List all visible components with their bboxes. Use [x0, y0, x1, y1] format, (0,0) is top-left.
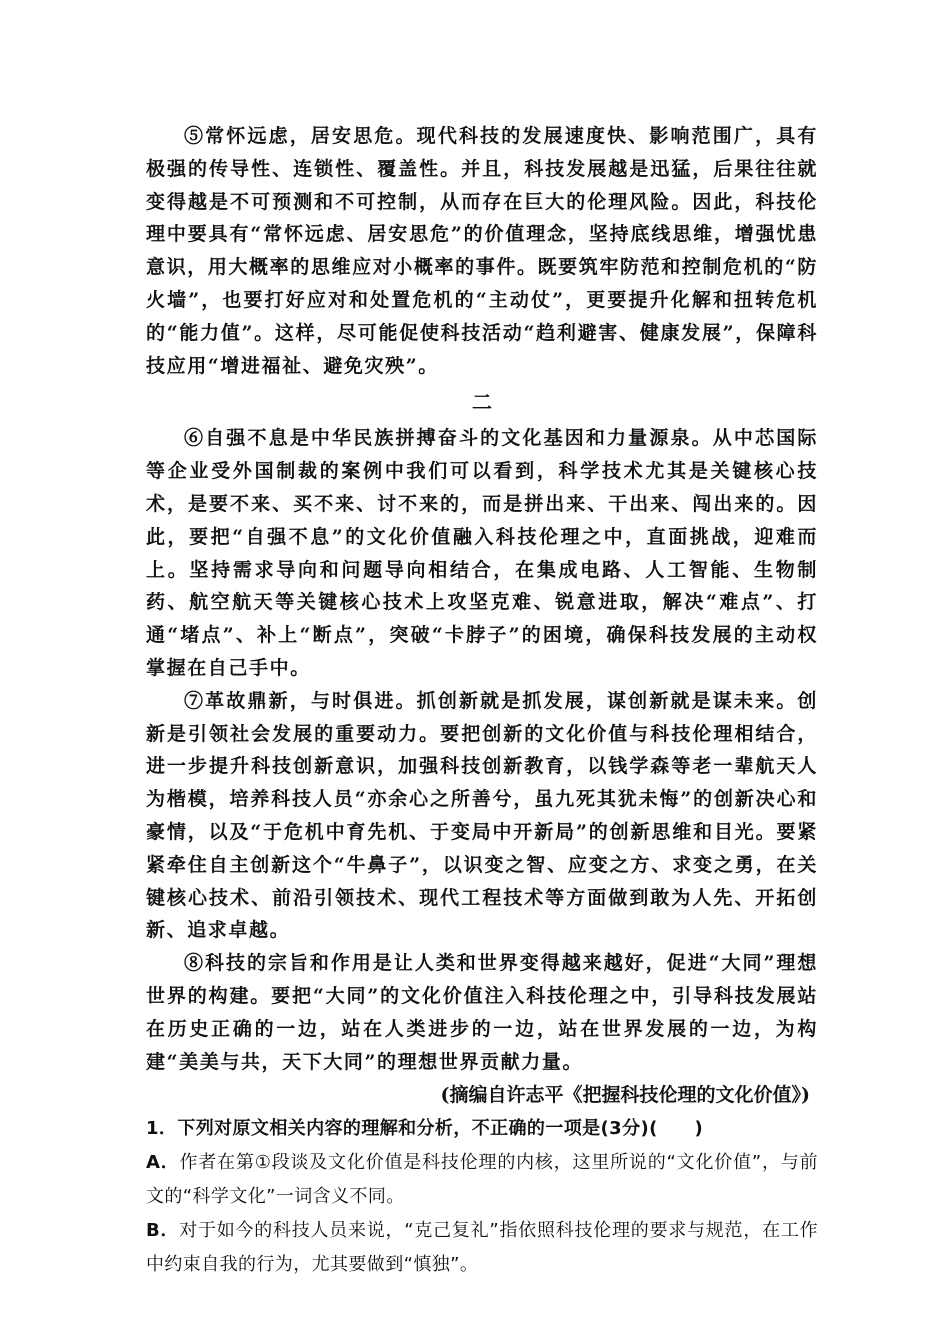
document-page: [146, 120, 818, 1282]
source-citation: (摘编自许志平《把握科技伦理的文化价值》): [440, 1084, 810, 1107]
option-a-letter: A．: [146, 1152, 180, 1174]
paragraph-7: ⑦革故鼎新，与时俱进。抓创新就是抓发展，谋创新就是谋未来。创新是引领社会发展的重要动力。要把创新的文化价值与科技伦理相结合，进一步提升科技创新意识，加强科技创新教育，以钱学森等老一辈航天人为楷模，培养科技人员“亦余心之所善兮，虽九死其犹未悔”的创新决心和豪情，以及“于危机中育先机、于变局中开新局”的创新思维和目光。要紧紧牵住自主创新这个“牛鼻子”，以识变之智、应变之方、求变之勇，在关键核心技术、前沿引领技术、现代工程技术等方面做到敢为人先、开拓创新、追求卓越。: [146, 689, 818, 942]
paragraph-6: ⑥自强不息是中华民族拼搏奋斗的文化基因和力量源泉。从中芯国际等企业受外国制裁的案例中我们可以看到，科学技术尤其是关键核心技术，是要不来、买不来、讨不来的，而是拼出来、干出来、闯出来的。因此，要把“自强不息”的文化价值融入科技伦理之中，直面挑战，迎难而上。坚持需求导向和问题导向相结合，在集成电路、人工智能、生物制药、航空航天等关键核心技术上攻坚克难、锐意进取，解决“难点”、打通“堵点”、补上“断点”，突破“卡脖子”的困境，确保科技发展的主动权掌握在自己手中。: [146, 427, 818, 679]
question-1: [146, 1112, 818, 1282]
paragraph-8: ⑧科技的宗旨和作用是让人类和世界变得越来越好，促进“大同”理想世界的构建。要把“大同”的文化价值注入科技伦理之中，引导科技发展站在历史正确的一边，站在人类进步的一边，站在世界发展的一边，为构建“美美与共，天下大同”的理想世界贡献力量。: [146, 952, 818, 1073]
option-b-letter: B．: [146, 1220, 180, 1242]
paragraph-5: ⑤常怀远虑，居安思危。现代科技的发展速度快、影响范围广，具有极强的传导性、连锁性、覆盖性。并且，科技发展越是迅猛，后果往往就变得越是不可预测和不可控制，从而存在巨大的伦理风险。因此，科技伦理中要具有“常怀远虑、居安思危”的价值理念，坚持底线思维，增强忧患意识，用大概率的思维应对小概率的事件。既要筑牢防范和控制危机的“防火墙”，也要打好应对和处置危机的“主动仗”，更要提升化解和扭转危机的“能力值”。这样，尽可能促使科技活动“趋利避害、健康发展”，保障科技应用“增进福祉、避免灾殃”。: [146, 125, 818, 377]
section-heading: 二: [472, 390, 492, 415]
option-a: [146, 1146, 818, 1214]
question-stem: 1．下列对原文相关内容的理解和分析，不正确的一项是(3分)( ): [146, 1118, 704, 1140]
option-b: [146, 1214, 818, 1282]
option-a-text: 作者在第①段谈及文化价值是科技伦理的内核，这里所说的“文化价值”，与前文的“科学文化”一词含义不同。: [146, 1152, 818, 1208]
option-b-text: 对于如今的科技人员来说，“克己复礼”指依照科技伦理的要求与规范，在工作中约束自我的行为，尤其要做到“慎独”。: [146, 1220, 818, 1276]
